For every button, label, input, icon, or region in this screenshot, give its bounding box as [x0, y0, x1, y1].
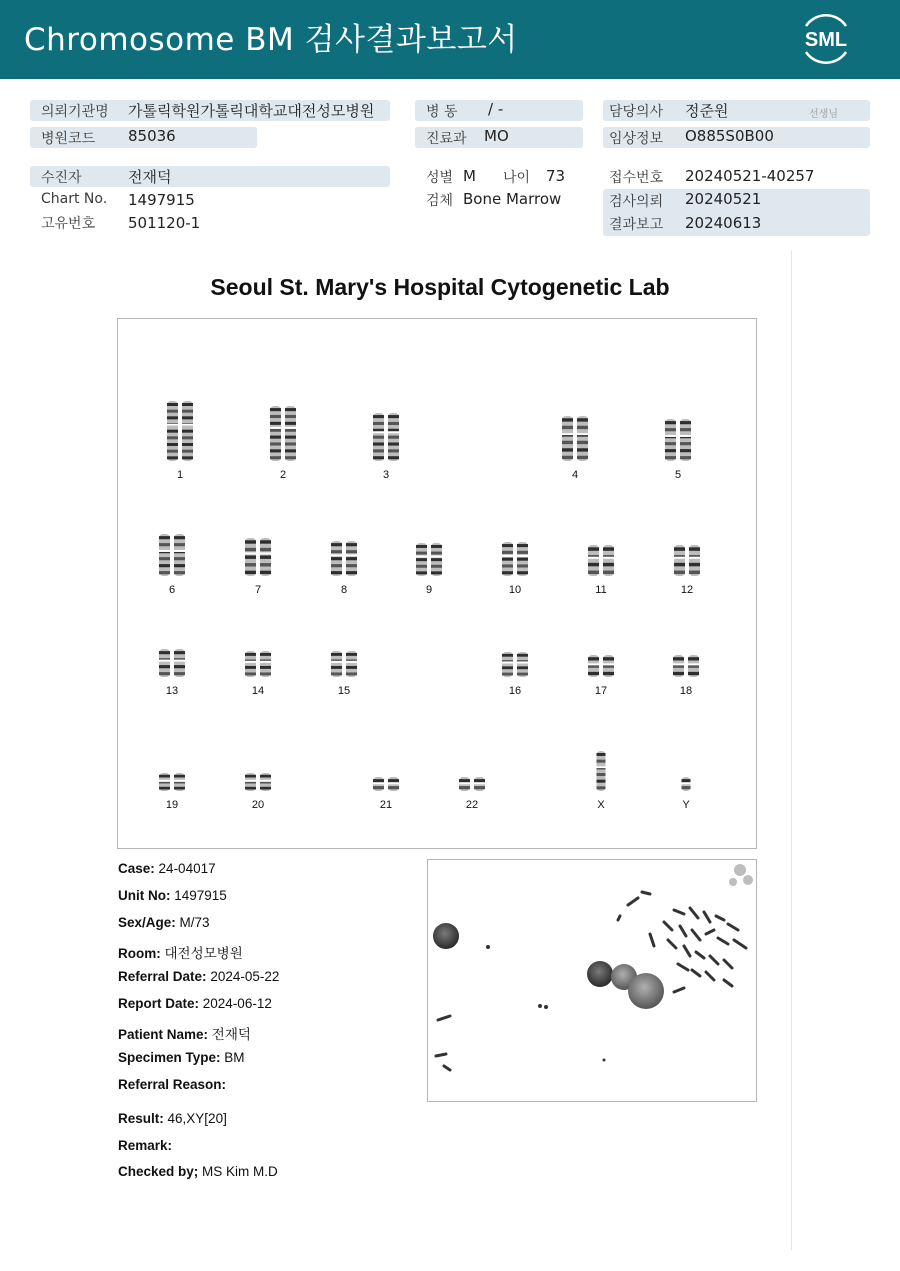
sexage-value: M/73 [179, 915, 210, 930]
nucleus [433, 923, 459, 949]
referral-date-label: Referral Date: [118, 969, 207, 984]
chromosome-pair-5 [663, 419, 693, 461]
chromosome-label-2: 2 [279, 469, 287, 481]
patient-name-info-label: Patient Name: [118, 1027, 209, 1042]
unit-line [118, 888, 227, 903]
case-label: Case: [118, 861, 155, 876]
chromosome-label-22: 22 [465, 799, 479, 811]
institution-value: 가톨릭학원가톨릭대학교대전성모병원 [128, 102, 375, 120]
chromosome-label-12: 12 [680, 584, 694, 596]
karyogram-panel [117, 318, 757, 849]
chromosome-pair-13 [157, 649, 187, 677]
case-value: 24-04017 [158, 861, 216, 876]
chromosome-label-7: 7 [254, 584, 262, 596]
report-date-line [118, 996, 272, 1011]
receipt-label: 접수번호 [609, 170, 664, 186]
result-label: Result: [118, 1111, 164, 1126]
chromosome-label-15: 15 [337, 685, 351, 697]
sexage-line [118, 915, 210, 930]
nucleus [587, 961, 613, 987]
nucleus [628, 973, 664, 1009]
chromosome-pair-10 [500, 542, 530, 576]
clinical-value: O885S0B00 [685, 127, 774, 145]
referral-date-line [118, 969, 279, 984]
chromosome-pair-6 [157, 534, 187, 576]
result-value: 46,XY[20] [167, 1111, 227, 1126]
chromosome-pair-17 [586, 655, 616, 677]
lab-title: Seoul St. Mary's Hospital Cytogenetic Lab [210, 274, 670, 300]
small-dots [486, 945, 606, 1062]
dept-label: 진료과 [426, 131, 467, 147]
chromosome-pair-7 [243, 538, 273, 576]
hospital-code-label: 병원코드 [41, 131, 96, 147]
chromosome-pair-21 [371, 777, 401, 791]
patient-name-info-value: 전재덕 [211, 1027, 251, 1042]
doctor-value: 정준원 [685, 102, 729, 120]
right-margin-line [791, 250, 792, 1250]
sml-logo [796, 12, 856, 66]
chromosome-label-Y: Y [682, 799, 690, 811]
chromosome-label-10: 10 [508, 584, 522, 596]
report-date-value: 2024-06-12 [202, 996, 272, 1011]
chromosome-label-11: 11 [595, 584, 607, 596]
chromosome-pair-16 [500, 652, 530, 677]
doctor-label: 담당의사 [609, 104, 664, 120]
chromosome-label-4: 4 [571, 469, 579, 481]
chromosome-label-20: 20 [251, 799, 265, 811]
room-line [118, 942, 243, 962]
report-date-label: Report Date: [118, 996, 200, 1011]
checked-line [118, 1164, 278, 1179]
chromosome-pair-22 [457, 777, 487, 791]
report-value: 20240613 [685, 214, 762, 232]
sex-value: M [463, 167, 476, 185]
metaphase-image [427, 859, 757, 1102]
result-line [118, 1111, 227, 1126]
chromosome-label-6: 6 [168, 584, 176, 596]
specimen-type-value: BM [224, 1050, 245, 1065]
receipt-value: 20240521-40257 [685, 167, 815, 185]
chromosome-pair-19 [157, 773, 187, 791]
chromosome-label-8: 8 [340, 584, 348, 596]
request-value: 20240521 [685, 190, 762, 208]
chromosome-pair-20 [243, 773, 273, 791]
chart-no-label: Chart No. [41, 191, 108, 207]
sml-logo-text: SML [804, 29, 848, 51]
sexage-label: Sex/Age: [118, 915, 176, 930]
chromosome-label-5: 5 [674, 469, 682, 481]
specimen-line [118, 1050, 245, 1065]
patient-name-label: 수진자 [41, 170, 82, 186]
report-label: 결과보고 [609, 217, 664, 233]
chromosome-label-9: 9 [425, 584, 433, 596]
age-label: 나이 [503, 170, 531, 186]
age-value: 73 [546, 167, 566, 185]
case-line [118, 861, 216, 876]
chromosome-label-18: 18 [679, 685, 693, 697]
chromosome-pair-X [594, 751, 608, 791]
chromosome-pair-1 [165, 401, 195, 461]
request-label: 검사의뢰 [609, 194, 664, 210]
reason-label: Referral Reason: [118, 1077, 227, 1092]
chart-no-value: 1497915 [128, 191, 195, 209]
chromosome-pair-2 [268, 406, 298, 461]
metaphase-spread-svg [428, 860, 757, 1102]
chromosome-label-17: 17 [594, 685, 608, 697]
reason-line [118, 1077, 226, 1092]
doctor-suffix: 선생님 [809, 109, 838, 120]
chromosome-pair-15 [329, 651, 359, 677]
room-value: 대전성모병원 [164, 946, 243, 961]
ward-value: / - [488, 100, 504, 118]
specimen-value: Bone Marrow [463, 190, 562, 208]
remark-label: Remark: [118, 1138, 173, 1153]
checked-label: Checked by; [118, 1164, 199, 1179]
chromosome-label-1: 1 [176, 469, 184, 481]
referral-date-value: 2024-05-22 [210, 969, 280, 984]
chromosome-pair-3 [371, 413, 401, 461]
chromosome-pair-4 [560, 416, 590, 461]
unit-value: 1497915 [174, 888, 227, 903]
report-title: Chromosome BM 검사결과보고서 [24, 22, 518, 58]
chromosome-pair-9 [414, 543, 444, 576]
room-label: Room: [118, 946, 161, 961]
patient-name-value: 전재덕 [128, 168, 172, 186]
dept-value: MO [484, 127, 509, 145]
unit-label: Unit No: [118, 888, 171, 903]
chromosome-label-3: 3 [382, 469, 390, 481]
chromosome-pair-14 [243, 651, 273, 677]
patient-name-bar [30, 166, 390, 187]
unique-no-label: 고유번호 [41, 216, 96, 232]
report-header [0, 0, 900, 79]
chromosome-label-21: 21 [379, 799, 393, 811]
chromosome-label-16: 16 [508, 685, 522, 697]
sex-label: 성별 [426, 170, 454, 186]
checked-value: MS Kim M.D [202, 1164, 278, 1179]
chromosome-pair-12 [672, 545, 702, 576]
hospital-code-value: 85036 [128, 127, 176, 145]
specimen-type-label: Specimen Type: [118, 1050, 221, 1065]
remark-line [118, 1138, 172, 1153]
unique-no-value: 501120-1 [128, 214, 201, 232]
patient-name-line [118, 1023, 251, 1043]
chromosome-pair-18 [671, 655, 701, 677]
debris-speckle [729, 864, 753, 886]
chromosome-label-X: X [597, 799, 605, 811]
specimen-label: 검체 [426, 193, 454, 209]
chromosome-label-14: 14 [251, 685, 265, 697]
institution-label: 의뢰기관명 [41, 104, 109, 120]
chromosome-pair-8 [329, 541, 359, 576]
chromosome-pair-Y [679, 777, 693, 791]
clinical-label: 임상정보 [609, 131, 664, 147]
chromosome-pair-11 [586, 545, 616, 576]
chromosome-label-19: 19 [165, 799, 179, 811]
chromosome-label-13: 13 [165, 685, 179, 697]
ward-label: 병 동 [426, 104, 458, 120]
